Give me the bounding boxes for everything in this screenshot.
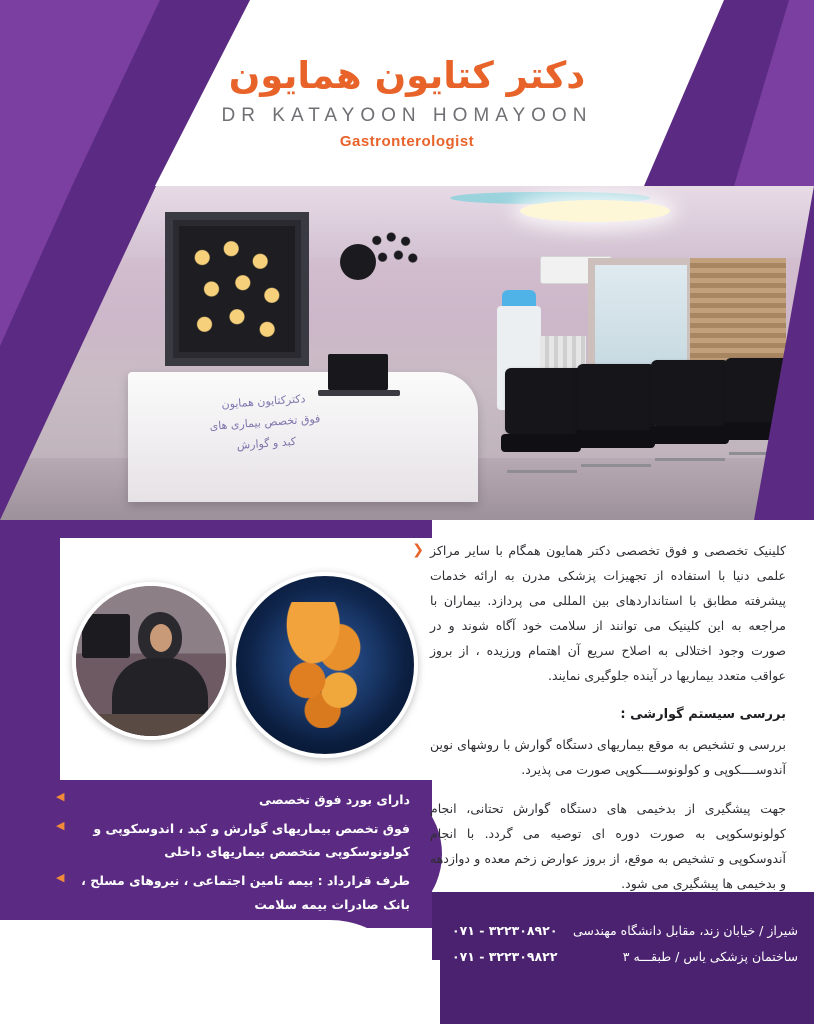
wall-art-panel <box>165 212 309 366</box>
arrow-bullet-icon: ◀ <box>56 790 65 803</box>
chair <box>651 360 729 426</box>
list-item <box>10 788 410 811</box>
section-paragraph-2: جهت پیشگیری از بدخیمی های دستگاه گوارش تحتانی، انجام کولونوسکوپی به صورت دوره ای توصیه می گردد. با انجام آندوسکوپی و تشخیص به موقع، از بروز عوارض زخم معده و دوازدهه و بدخیمی ها پیشگیری می شود. <box>430 801 786 891</box>
footer-phone-numbers <box>452 918 557 971</box>
intro-paragraph: کلینیک تخصصی و فوق تخصصی دکتر همایون همگام با سایر مراکز علمی دنیا با استفاده از تجهیزات پزشکی مدرن به ارائه خدمات پیشرفته مطابق با استانداردهای بین المللی می پردازد. بیماران با مراجعه به این کلینیک می توانند از سلامت خود آگاه شوند و در صورت وجود اختلالی به اصلاح سریع آن اهتمام ورزیده ، از بروز عواقب متعدد بیماریها در آینده جلوگیری نمایند. <box>430 543 786 683</box>
section-paragraph-1: بررسی و تشخیص به موقع بیماریهای دستگاه گوارش با روشهای نوین آندوســــکوپی و کولونوســــکوپی صورت می پذیرد. <box>430 737 786 777</box>
footer-content <box>452 918 798 971</box>
credential-text: دارای بورد فوق تخصصی <box>258 792 410 807</box>
portrait-monitor <box>82 614 130 658</box>
phone-number-1: ۰۷۱ - ۳۲۲۳۰۸۹۲۰ <box>452 923 558 938</box>
laptop <box>328 354 388 390</box>
chair-leg <box>581 464 651 467</box>
header-band <box>0 0 814 186</box>
chair <box>505 368 583 434</box>
credential-text: طرف قرارداد : بیمه تامین اجتماعی ، نیروهای مسلح ، بانک صادرات بیمه سلامت <box>81 873 410 912</box>
section-heading: بررسی سیستم گوارشی : <box>620 707 786 722</box>
title-block <box>0 56 814 150</box>
desk-sign-line3: کبد و گوارش <box>236 434 297 452</box>
doctor-portrait <box>72 582 230 740</box>
portrait-desk <box>76 714 226 736</box>
laptop-base <box>318 390 400 396</box>
chair-leg <box>655 458 725 461</box>
chair-seat <box>649 426 729 444</box>
clinic-photo <box>0 186 814 520</box>
footer-address <box>573 918 798 971</box>
desk-sign-line1: دکترکتایون همایون <box>221 392 306 411</box>
ceiling-lamp-icon <box>520 200 670 222</box>
purple-top-strip <box>0 520 432 538</box>
digestive-system-illustration <box>232 572 418 758</box>
doctor-specialty-en: Gastronterologist <box>339 132 475 150</box>
chevron-left-icon: ❮ <box>412 542 424 558</box>
wall-clock-dots <box>372 232 420 274</box>
doctor-name-en: DR KATAYOON HOMAYOON <box>221 104 593 126</box>
address-line-1: شیراز / خیابان زند، مقابل دانشگاه مهندسی <box>573 923 798 938</box>
address-line-2: ساختمان پزشکی یاس / طبقـــه ۳ <box>622 949 798 965</box>
main-text-column <box>430 538 786 910</box>
doctor-name-fa: دکتر کتایون همایون <box>228 54 586 97</box>
list-item <box>10 869 410 915</box>
arrow-bullet-icon: ◀ <box>56 871 65 885</box>
wall-art-pattern <box>179 226 295 352</box>
list-item <box>10 817 410 863</box>
chair-leg <box>507 470 577 473</box>
phone-number-2: ۰۷۱ - ۳۲۲۳۰۹۸۲۲ <box>452 949 558 965</box>
wall-clock-icon <box>340 244 376 280</box>
chair-seat <box>501 434 581 452</box>
stomach-intestine-icon <box>266 602 384 728</box>
chair-seat <box>575 430 655 448</box>
desk-sign-line2: فوق تخصص بیماری های <box>209 412 321 433</box>
portrait-face <box>150 624 172 652</box>
footer-white-area <box>0 960 440 1024</box>
chair <box>577 364 655 430</box>
credential-text: فوق تخصص بیماریهای گوارش و کبد ، اندوسکوپی و کولونوسکوپی متخصص بیماریهای داخلی <box>93 821 410 860</box>
arrow-bullet-icon: ◀ <box>56 819 65 833</box>
credentials-list <box>10 788 410 922</box>
